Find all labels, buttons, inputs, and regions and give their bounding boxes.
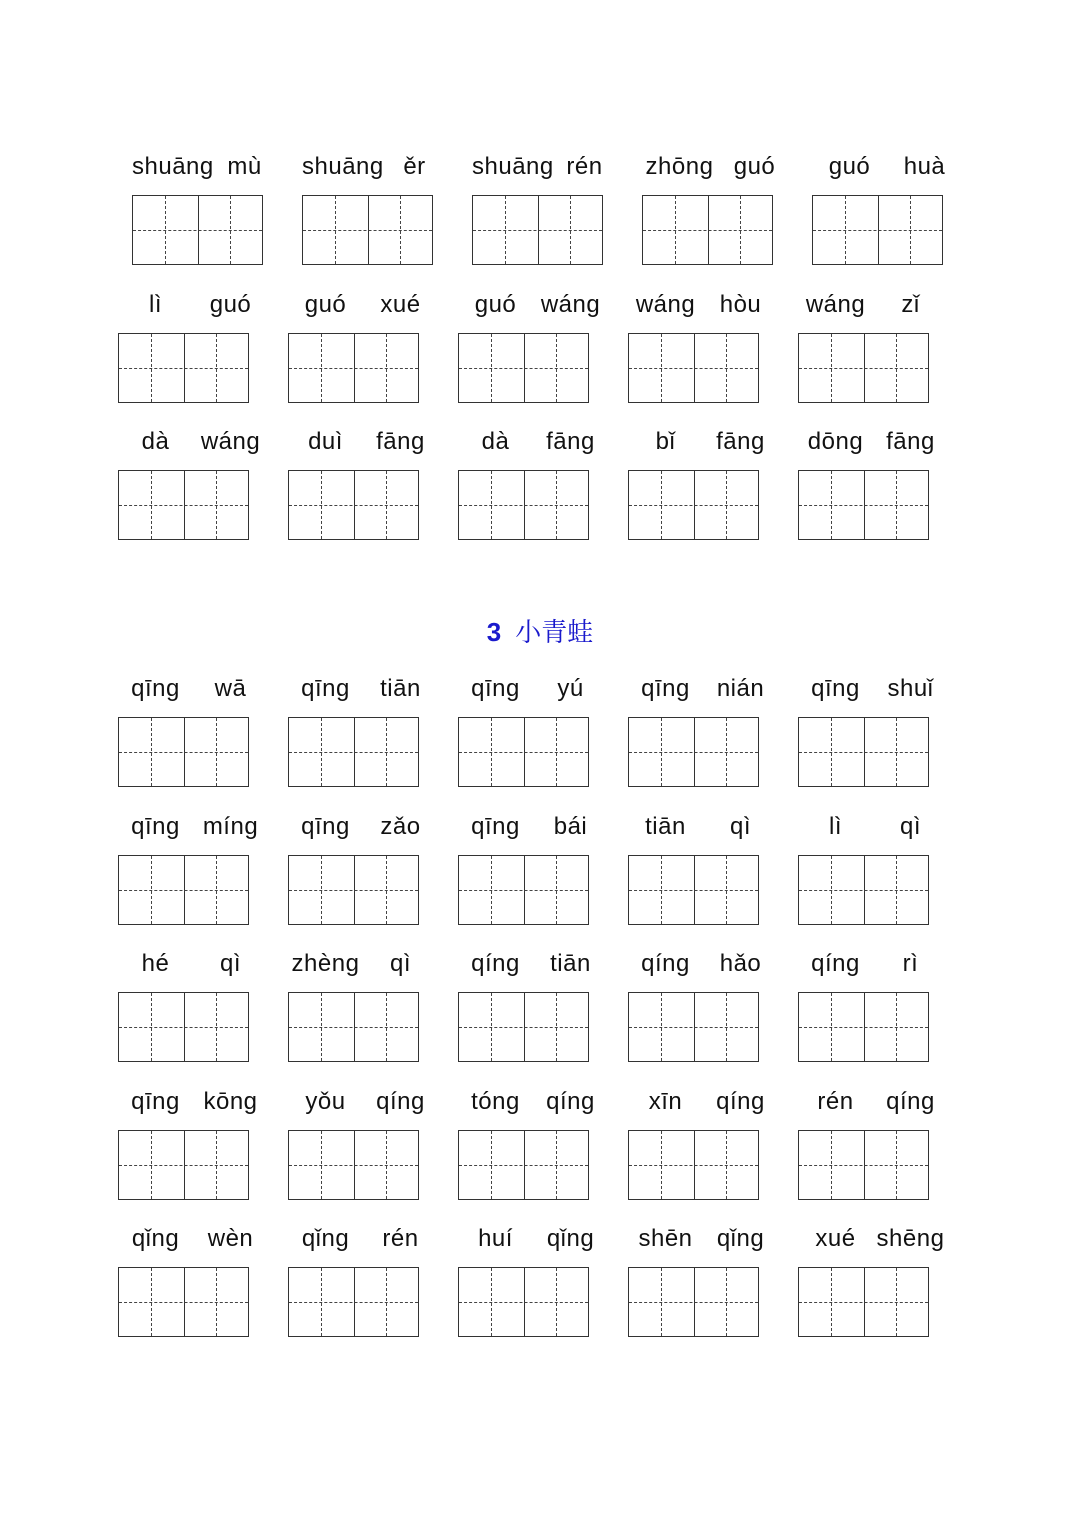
pinyin-syllable: dà	[481, 428, 510, 455]
pinyin-label	[302, 150, 452, 184]
pinyin-label	[628, 947, 778, 981]
writing-grid[interactable]	[118, 717, 249, 787]
pinyin-label	[458, 810, 608, 844]
word-item	[288, 288, 438, 408]
dashed-guide	[289, 1027, 418, 1028]
pinyin-syllable: xué	[380, 291, 421, 318]
pinyin-syllable: wáng	[635, 291, 696, 318]
word-item	[798, 810, 948, 930]
pinyin-syllable: qì	[219, 950, 241, 977]
dashed-guide	[799, 752, 928, 753]
word-item	[458, 672, 608, 792]
pinyin-syllable: qǐng	[301, 1225, 350, 1252]
pinyin-syllable: duì	[308, 428, 343, 455]
pinyin-syllable: guó	[304, 291, 347, 318]
pinyin-syllable: zǎo	[380, 813, 421, 840]
word-item	[118, 288, 268, 408]
pinyin-syllable: guó	[733, 153, 776, 180]
word-item	[458, 425, 608, 545]
pinyin-label	[798, 947, 948, 981]
pinyin-syllable: rén	[382, 1225, 419, 1252]
writing-grid[interactable]	[798, 855, 929, 925]
dashed-guide	[119, 1302, 248, 1303]
pinyin-syllable: zhèng	[291, 950, 360, 977]
pinyin-label	[798, 672, 948, 706]
dashed-guide	[119, 1027, 248, 1028]
pinyin-label	[458, 1222, 608, 1256]
word-item	[628, 810, 778, 930]
dashed-guide	[119, 505, 248, 506]
word-item	[798, 947, 948, 1067]
pinyin-syllable: shēn	[638, 1225, 693, 1252]
writing-grid[interactable]	[118, 855, 249, 925]
pinyin-label	[798, 810, 948, 844]
pinyin-syllable: lì	[149, 291, 162, 318]
pinyin-syllable: lì	[829, 813, 842, 840]
word-item	[798, 672, 948, 792]
word-row	[0, 1085, 1080, 1205]
word-item	[472, 150, 622, 270]
pinyin-syllable: qíng	[641, 950, 690, 977]
pinyin-syllable: rén	[817, 1088, 854, 1115]
word-row	[0, 810, 1080, 930]
writing-grid[interactable]	[302, 195, 433, 265]
pinyin-syllable: shuāng	[472, 153, 554, 180]
writing-grid[interactable]	[628, 855, 759, 925]
word-item	[288, 1085, 438, 1205]
writing-grid[interactable]	[628, 717, 759, 787]
pinyin-label	[628, 672, 778, 706]
pinyin-syllable: dà	[141, 428, 170, 455]
word-item	[118, 810, 268, 930]
dashed-guide	[289, 752, 418, 753]
pinyin-syllable: shuāng	[132, 153, 214, 180]
writing-grid[interactable]	[798, 470, 929, 540]
dashed-guide	[289, 505, 418, 506]
writing-grid[interactable]	[288, 855, 419, 925]
pinyin-syllable: rì	[902, 950, 919, 977]
pinyin-syllable: tóng	[471, 1088, 520, 1115]
dashed-guide	[629, 1027, 758, 1028]
pinyin-label	[798, 425, 948, 459]
pinyin-syllable: qíng	[376, 1088, 425, 1115]
writing-grid[interactable]	[642, 195, 773, 265]
pinyin-syllable: qì	[389, 950, 411, 977]
pinyin-label	[288, 947, 438, 981]
pinyin-syllable: wèn	[207, 1225, 254, 1252]
dashed-guide	[629, 1302, 758, 1303]
pinyin-syllable: xué	[815, 1225, 856, 1252]
pinyin-label	[288, 810, 438, 844]
pinyin-syllable: qǐng	[131, 1225, 180, 1252]
pinyin-syllable: wā	[214, 675, 247, 702]
word-item	[798, 288, 948, 408]
pinyin-syllable: kōng	[203, 1088, 258, 1115]
pinyin-label	[628, 1222, 778, 1256]
word-item	[288, 1222, 438, 1342]
dashed-guide	[799, 368, 928, 369]
word-item	[132, 150, 282, 270]
writing-grid[interactable]	[458, 1130, 589, 1200]
pinyin-label	[118, 947, 268, 981]
pinyin-label	[288, 288, 438, 322]
pinyin-syllable: shuǐ	[887, 675, 934, 702]
pinyin-label	[812, 150, 962, 184]
writing-grid[interactable]	[458, 855, 589, 925]
writing-grid[interactable]	[812, 195, 943, 265]
pinyin-syllable: qīng	[641, 675, 690, 702]
lesson-name: 小青蛙	[515, 617, 594, 647]
dashed-guide	[303, 230, 432, 231]
pinyin-syllable: qíng	[886, 1088, 935, 1115]
dashed-guide	[629, 1165, 758, 1166]
pinyin-label	[798, 1085, 948, 1119]
pinyin-syllable: qì	[899, 813, 921, 840]
pinyin-label	[118, 1085, 268, 1119]
dashed-guide	[119, 752, 248, 753]
pinyin-syllable: bái	[553, 813, 588, 840]
dashed-guide	[289, 1302, 418, 1303]
dashed-guide	[459, 1027, 588, 1028]
pinyin-label	[642, 150, 792, 184]
writing-grid[interactable]	[288, 992, 419, 1062]
writing-grid[interactable]	[118, 992, 249, 1062]
pinyin-label	[628, 810, 778, 844]
dashed-guide	[629, 752, 758, 753]
writing-grid[interactable]	[628, 992, 759, 1062]
pinyin-syllable: qíng	[471, 950, 520, 977]
writing-grid[interactable]	[132, 195, 263, 265]
pinyin-syllable: tiān	[380, 675, 421, 702]
pinyin-syllable: fāng	[716, 428, 765, 455]
writing-grid[interactable]	[458, 992, 589, 1062]
pinyin-syllable: fāng	[376, 428, 425, 455]
pinyin-label	[288, 672, 438, 706]
writing-grid[interactable]	[472, 195, 603, 265]
pinyin-syllable: guó	[209, 291, 252, 318]
pinyin-syllable: qīng	[471, 675, 520, 702]
pinyin-syllable: qīng	[131, 675, 180, 702]
dashed-guide	[643, 230, 772, 231]
pinyin-label	[132, 150, 282, 184]
dashed-guide	[133, 230, 262, 231]
dashed-guide	[813, 230, 942, 231]
word-item	[628, 425, 778, 545]
writing-grid[interactable]	[118, 1130, 249, 1200]
pinyin-label	[458, 947, 608, 981]
writing-grid[interactable]	[628, 1130, 759, 1200]
pinyin-syllable: bǐ	[655, 428, 676, 455]
pinyin-label	[288, 1085, 438, 1119]
pinyin-syllable: yú	[557, 675, 584, 702]
word-item	[118, 672, 268, 792]
word-item	[798, 425, 948, 545]
pinyin-syllable: qíng	[716, 1088, 765, 1115]
pinyin-label	[118, 810, 268, 844]
pinyin-label	[458, 1085, 608, 1119]
word-item	[798, 1222, 948, 1342]
pinyin-syllable: dōng	[807, 428, 864, 455]
pinyin-label	[798, 288, 948, 322]
dashed-guide	[459, 752, 588, 753]
word-row	[0, 150, 1080, 270]
dashed-guide	[629, 368, 758, 369]
word-item	[798, 1085, 948, 1205]
pinyin-syllable: qíng	[811, 950, 860, 977]
pinyin-syllable: qīng	[301, 813, 350, 840]
word-item	[118, 947, 268, 1067]
word-item	[458, 1222, 608, 1342]
pinyin-label	[118, 1222, 268, 1256]
pinyin-syllable: qǐng	[716, 1225, 765, 1252]
pinyin-label	[118, 288, 268, 322]
pinyin-syllable: qì	[729, 813, 751, 840]
word-item	[118, 1085, 268, 1205]
dashed-guide	[459, 890, 588, 891]
pinyin-syllable: qǐng	[546, 1225, 595, 1252]
writing-grid[interactable]	[118, 470, 249, 540]
word-item	[628, 947, 778, 1067]
writing-grid[interactable]	[628, 333, 759, 403]
pinyin-syllable: guó	[474, 291, 517, 318]
writing-grid[interactable]	[628, 470, 759, 540]
dashed-guide	[289, 1165, 418, 1166]
word-item	[288, 810, 438, 930]
writing-grid[interactable]	[798, 1130, 929, 1200]
dashed-guide	[629, 505, 758, 506]
writing-grid[interactable]	[118, 333, 249, 403]
pinyin-syllable: xīn	[648, 1088, 683, 1115]
word-item	[812, 150, 962, 270]
word-row	[0, 947, 1080, 1067]
word-row	[0, 1222, 1080, 1342]
pinyin-syllable: hòu	[719, 291, 762, 318]
dashed-guide	[289, 368, 418, 369]
pinyin-label	[288, 1222, 438, 1256]
pinyin-syllable: qīng	[301, 675, 350, 702]
pinyin-label	[458, 288, 608, 322]
pinyin-label	[628, 288, 778, 322]
pinyin-syllable: shēng	[876, 1225, 945, 1252]
pinyin-syllable: shuāng	[302, 153, 384, 180]
writing-grid[interactable]	[458, 717, 589, 787]
pinyin-syllable: tiān	[645, 813, 686, 840]
word-item	[642, 150, 792, 270]
word-item	[458, 1085, 608, 1205]
lesson-title	[0, 612, 1080, 649]
pinyin-syllable: zhōng	[645, 153, 714, 180]
dashed-guide	[799, 505, 928, 506]
word-row	[0, 672, 1080, 792]
writing-grid[interactable]	[628, 1267, 759, 1337]
pinyin-label	[458, 672, 608, 706]
pinyin-syllable: yǒu	[305, 1088, 346, 1115]
dashed-guide	[289, 890, 418, 891]
writing-grid[interactable]	[798, 1267, 929, 1337]
pinyin-syllable: qīng	[811, 675, 860, 702]
pinyin-syllable: nián	[716, 675, 765, 702]
pinyin-syllable: míng	[202, 813, 259, 840]
word-item	[628, 288, 778, 408]
pinyin-syllable: mù	[227, 153, 262, 180]
pinyin-syllable: wáng	[200, 428, 261, 455]
word-item	[118, 1222, 268, 1342]
pinyin-syllable: huà	[903, 153, 946, 180]
pinyin-syllable: qīng	[131, 1088, 180, 1115]
writing-grid[interactable]	[458, 1267, 589, 1337]
writing-grid[interactable]	[458, 470, 589, 540]
pinyin-syllable: fāng	[886, 428, 935, 455]
writing-grid[interactable]	[288, 333, 419, 403]
pinyin-syllable: wáng	[805, 291, 866, 318]
pinyin-label	[472, 150, 622, 184]
dashed-guide	[799, 1027, 928, 1028]
writing-grid[interactable]	[798, 992, 929, 1062]
dashed-guide	[799, 1165, 928, 1166]
pinyin-syllable: huí	[478, 1225, 513, 1252]
pinyin-syllable: tiān	[550, 950, 591, 977]
word-item	[288, 672, 438, 792]
pinyin-syllable: fāng	[546, 428, 595, 455]
writing-grid[interactable]	[118, 1267, 249, 1337]
writing-grid[interactable]	[288, 470, 419, 540]
word-item	[628, 672, 778, 792]
pinyin-label	[458, 425, 608, 459]
pinyin-syllable: guó	[828, 153, 871, 180]
pinyin-syllable: hǎo	[719, 950, 762, 977]
lesson-number: 3	[486, 617, 502, 647]
dashed-guide	[459, 1302, 588, 1303]
pinyin-syllable: qīng	[131, 813, 180, 840]
word-item	[288, 425, 438, 545]
writing-grid[interactable]	[458, 333, 589, 403]
dashed-guide	[459, 505, 588, 506]
pinyin-label	[118, 425, 268, 459]
pinyin-label	[798, 1222, 948, 1256]
word-item	[118, 425, 268, 545]
dashed-guide	[119, 368, 248, 369]
pinyin-label	[628, 1085, 778, 1119]
word-item	[302, 150, 452, 270]
word-row	[0, 288, 1080, 408]
dashed-guide	[459, 1165, 588, 1166]
pinyin-syllable: wáng	[540, 291, 601, 318]
dashed-guide	[629, 890, 758, 891]
pinyin-syllable: rén	[566, 153, 603, 180]
pinyin-syllable: ěr	[403, 153, 426, 180]
dashed-guide	[119, 1165, 248, 1166]
dashed-guide	[473, 230, 602, 231]
pinyin-syllable: qīng	[471, 813, 520, 840]
word-item	[628, 1085, 778, 1205]
writing-grid[interactable]	[288, 1267, 419, 1337]
dashed-guide	[799, 1302, 928, 1303]
writing-grid[interactable]	[288, 717, 419, 787]
writing-grid[interactable]	[798, 717, 929, 787]
dashed-guide	[799, 890, 928, 891]
dashed-guide	[119, 890, 248, 891]
dashed-guide	[459, 368, 588, 369]
word-item	[458, 288, 608, 408]
pinyin-label	[118, 672, 268, 706]
word-item	[458, 810, 608, 930]
pinyin-syllable: qíng	[546, 1088, 595, 1115]
word-row	[0, 425, 1080, 545]
word-item	[288, 947, 438, 1067]
pinyin-syllable: hé	[141, 950, 170, 977]
pinyin-label	[288, 425, 438, 459]
word-item	[458, 947, 608, 1067]
word-item	[628, 1222, 778, 1342]
pinyin-syllable: zǐ	[901, 291, 920, 318]
pinyin-label	[628, 425, 778, 459]
writing-grid[interactable]	[288, 1130, 419, 1200]
writing-grid[interactable]	[798, 333, 929, 403]
